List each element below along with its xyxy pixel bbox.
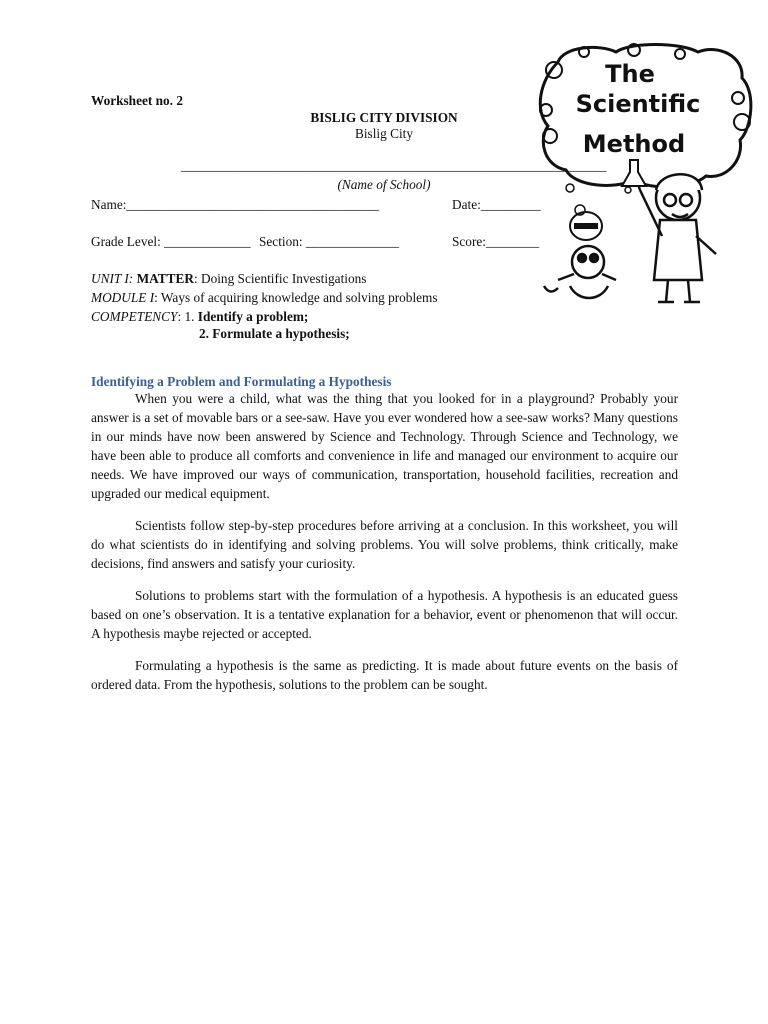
paragraph-3: [91, 586, 678, 643]
module-rest: : Ways of acquiring knowledge and solving problems: [154, 290, 438, 305]
scientific-method-illustration: [530, 40, 758, 310]
competency-number: : 1.: [177, 309, 195, 324]
division-title: BISLIG CITY DIVISION: [310, 110, 458, 125]
sign-icon: [570, 212, 602, 240]
unit-prefix: UNIT I:: [91, 271, 134, 286]
bubble-decor-6: [675, 49, 685, 59]
trail-bubble-2: [625, 187, 631, 193]
score-field: Score:________: [452, 234, 540, 249]
name-field: Name:______________________________________: [91, 197, 380, 212]
bubble-decor-4: [732, 92, 744, 104]
unit-topic: MATTER: [136, 271, 194, 286]
scientist-figure: [634, 172, 716, 302]
city-name: Bislig City: [354, 126, 413, 141]
unit-rest: : Doing Scientific Investigations: [193, 271, 367, 286]
school-name-line: ________________________________________________________________: [181, 158, 607, 173]
pet-creature: [544, 246, 616, 298]
illustration-title-line3: Method: [582, 130, 686, 158]
date-field: Date:_________: [452, 197, 541, 212]
competency-item-1: Identify a problem;: [197, 309, 309, 324]
competency-prefix: COMPETENCY: [91, 309, 178, 324]
module-prefix: MODULE I: [91, 290, 155, 305]
module-line: [91, 290, 438, 306]
grade-level-field: Grade Level: _____________: [91, 234, 251, 249]
illustration-title-line1: The: [605, 60, 655, 88]
paragraph-1: [91, 389, 678, 503]
competency-item-2: 2. Formulate a hypothesis;: [199, 326, 350, 341]
flask-icon: [622, 160, 646, 186]
paragraph-1-text: When you were a child, what was the thing that you looked for in a playground? Probably your answer is a set of movable bars or a see-saw. Have you ever wondered how a see-saw works? Many questions in our minds have now been answered by Science and Technology. Through Science and Technology, we have been able to produce all comforts and convenience in life and managed our environment to acquire our needs. We have improved our ways of communication, transportation, household facilities, recreation and upgraded our medical equipment.: [91, 391, 678, 501]
competency-line: [91, 309, 308, 325]
paragraph-3-text: Solutions to problems start with the formulation of a hypothesis. A hypothesis is an educated guess based on one’s observation. It is a tentative explanation for a behavior, event or phenomenon that will occur. A hypothesis maybe rejected or accepted.: [91, 588, 678, 641]
school-name-caption: (Name of School): [337, 177, 431, 192]
section-field: Section: ______________: [259, 234, 399, 249]
paragraph-4: [91, 656, 678, 694]
paragraph-4-text: Formulating a hypothesis is the same as predicting. It is made about future events on the basis of ordered data. From the hypothesis, solutions to the problem can be sought.: [91, 658, 678, 692]
trail-bubble-1: [566, 184, 574, 192]
illustration-title-line2: Scientific: [575, 90, 701, 118]
paragraph-2: [91, 516, 678, 573]
section-heading: Identifying a Problem and Formulating a Hypothesis: [91, 374, 392, 389]
paragraph-2-text: Scientists follow step-by-step procedures before arriving at a conclusion. In this worksheet, you will do what scientists do in identifying and solving problems. You will solve problems, think critically, make decisions, find answers and satisfy your curiosity.: [91, 518, 678, 571]
unit-line: [91, 271, 366, 287]
worksheet-number: Worksheet no. 2: [91, 93, 183, 108]
